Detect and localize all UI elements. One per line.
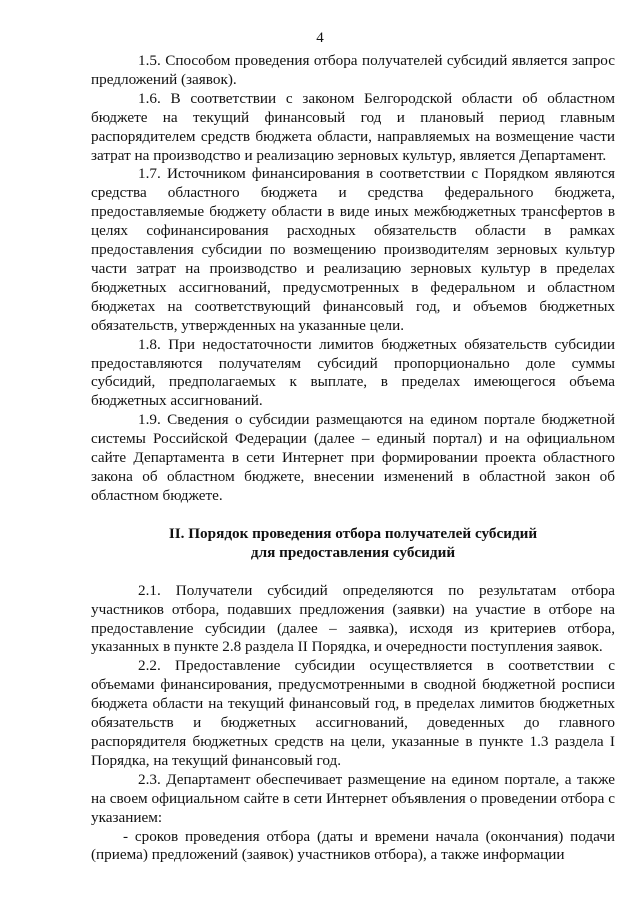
paragraph-2-1: 2.1. Получатели субсидий определяются по результатам отбора участников отбора, подавших предложения (заявки) на участие в отборе на предоставление субсидии (далее – заявка), исходя из критериев отбора, указанных в пункте 2.8 раздела II Порядка, и очередности поступления заявок. [91,581,615,656]
paragraph-1-8: 1.8. При недостаточности лимитов бюджетных обязательств субсидии предоставляются получателям субсидий пропорционально доле суммы субсидий, предполагаемых к выплате, в пределах имеющегося объема бюджетных ассигнований. [91,335,615,410]
page-number: 4 [316,30,324,46]
section-heading-line-2: для предоставления субсидий [250,543,456,561]
paragraph-1-6: 1.6. В соответствии с законом Белгородской области об областном бюджете на текущий финансовый год и плановый период главным распорядителем средств бюджета области, направляемых на возмещение части затрат на производство и реализацию зерновых культур, является Департамент. [91,89,615,164]
paragraph-2-3: 2.3. Департамент обеспечивает размещение на едином портале, а также на своем официальном сайте в сети Интернет объявления о проведении отбора с указанием: [91,770,615,826]
list-item: - сроков проведения отбора (даты и времени начала (окончания) подачи (приема) предложений (заявок) участников отбора), а также информации [91,827,615,864]
paragraph-1-5: 1.5. Способом проведения отбора получателей субсидий является запрос предложений (заявок). [91,52,615,88]
section-heading [91,524,615,562]
document-body [91,52,615,865]
paragraph-2-2: 2.2. Предоставление субсидии осуществляется в соответствии с объемами финансирования, предусмотренными в сводной бюджетной росписи бюджета области на текущий финансовый год, в пределах лимитов бюджетных обязательств и бюджетных ассигнований, доведенных до главного распорядителя бюджетных средств на цели, указанные в пункте 1.3 раздела I Порядка, на текущий финансовый год. [91,657,615,769]
section-heading-line-1: II. Порядок проведения отбора получателей субсидий [168,524,538,542]
paragraph-1-9: 1.9. Сведения о субсидии размещаются на едином портале бюджетной системы Российской Федерации (далее – единый портал) и на официальном сайте Департамента в сети Интернет при формировании проекта областного закона об областном бюджете, внесении изменений в областной закон об областном бюджете. [91,411,615,504]
paragraph-1-7: 1.7. Источником финансирования в соответствии с Порядком являются средства областного бюджета и средства федерального бюджета, предоставляемые бюджету области в виде иных межбюджетных трансфертов в целях софинансирования расходных обязательств области в рамках предоставления субсидии по возмещению производителям зерновых культур части затрат на производство и реализацию зерновых культур в пределах бюджетных ассигнований, предусмотренных в федеральном и областном бюджетах на соответствующий финансовый год, и объемов бюджетных обязательств, утвержденных на указанные цели. [91,165,615,334]
